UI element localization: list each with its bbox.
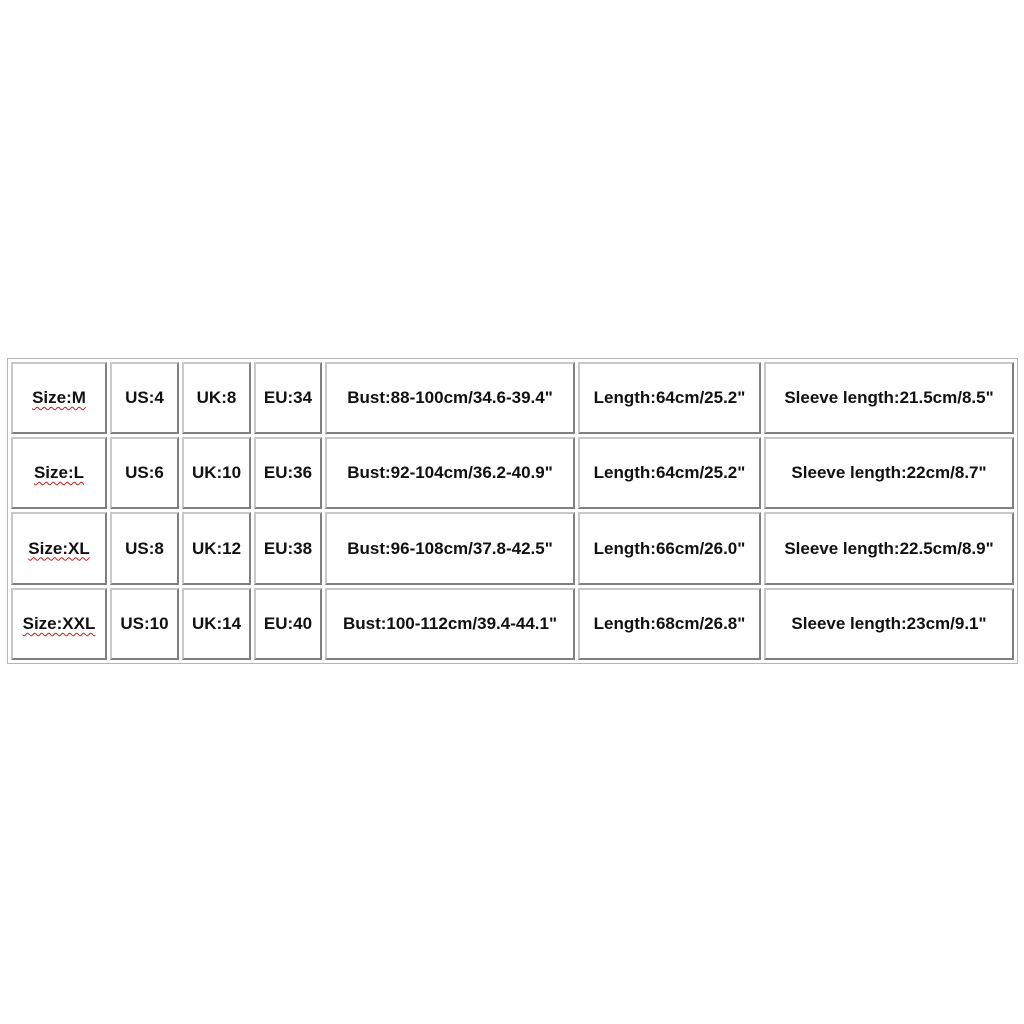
table-cell-us	[110, 512, 179, 585]
size-label: Size:XL	[28, 538, 90, 558]
table-cell-length	[578, 588, 761, 660]
sleeve-length-measurement: Sleeve length:21.5cm/8.5"	[784, 388, 994, 407]
bust-measurement: Bust:92-104cm/36.2-40.9"	[347, 463, 553, 482]
size-label: Size:XXL	[22, 614, 96, 633]
table-cell-sleeve	[764, 512, 1014, 585]
table-cell-size	[11, 362, 107, 434]
sleeve-length-measurement: Sleeve length:23cm/9.1"	[791, 614, 987, 633]
table-cell-bust	[325, 437, 575, 509]
uk-size: UK:8	[196, 388, 237, 407]
table-cell-uk	[182, 437, 251, 509]
us-size: US:8	[125, 538, 164, 558]
length-measurement: Length:64cm/25.2"	[593, 463, 746, 482]
table-cell-length	[578, 437, 761, 509]
table-cell-us	[110, 588, 179, 660]
eu-size: EU:40	[263, 614, 313, 633]
table-cell-bust	[325, 512, 575, 585]
table-cell-uk	[182, 362, 251, 434]
eu-size: EU:38	[263, 538, 313, 558]
table-cell-uk	[182, 512, 251, 585]
table-cell-sleeve	[764, 588, 1014, 660]
eu-size: EU:36	[263, 463, 313, 482]
table-cell-eu	[254, 588, 322, 660]
eu-size: EU:34	[263, 388, 313, 407]
bust-measurement: Bust:96-108cm/37.8-42.5"	[347, 538, 553, 558]
length-measurement: Length:68cm/26.8"	[593, 614, 746, 633]
sleeve-length-measurement: Sleeve length:22.5cm/8.9"	[784, 538, 994, 558]
table-cell-sleeve	[764, 362, 1014, 434]
table-cell-size	[11, 437, 107, 509]
uk-size: UK:12	[191, 538, 242, 558]
length-measurement: Length:64cm/25.2"	[593, 388, 746, 407]
table-cell-size	[11, 512, 107, 585]
us-size: US:4	[125, 388, 164, 407]
table-cell-eu	[254, 362, 322, 434]
sleeve-length-measurement: Sleeve length:22cm/8.7"	[791, 463, 987, 482]
size-label: Size:M	[32, 388, 86, 407]
uk-size: UK:10	[191, 463, 242, 482]
bust-measurement: Bust:100-112cm/39.4-44.1"	[342, 614, 558, 633]
table-cell-eu	[254, 437, 322, 509]
table-cell-size	[11, 588, 107, 660]
us-size: US:6	[125, 463, 164, 482]
size-chart-table	[7, 358, 1018, 664]
table-cell-us	[110, 437, 179, 509]
us-size: US:10	[120, 614, 169, 633]
table-cell-us	[110, 362, 179, 434]
size-label: Size:L	[33, 463, 85, 482]
length-measurement: Length:66cm/26.0"	[593, 538, 746, 558]
table-cell-bust	[325, 588, 575, 660]
uk-size: UK:14	[191, 614, 242, 633]
table-cell-bust	[325, 362, 575, 434]
bust-measurement: Bust:88-100cm/34.6-39.4"	[347, 388, 553, 407]
table-cell-uk	[182, 588, 251, 660]
table-cell-sleeve	[764, 437, 1014, 509]
table-cell-eu	[254, 512, 322, 585]
table-cell-length	[578, 362, 761, 434]
table-cell-length	[578, 512, 761, 585]
